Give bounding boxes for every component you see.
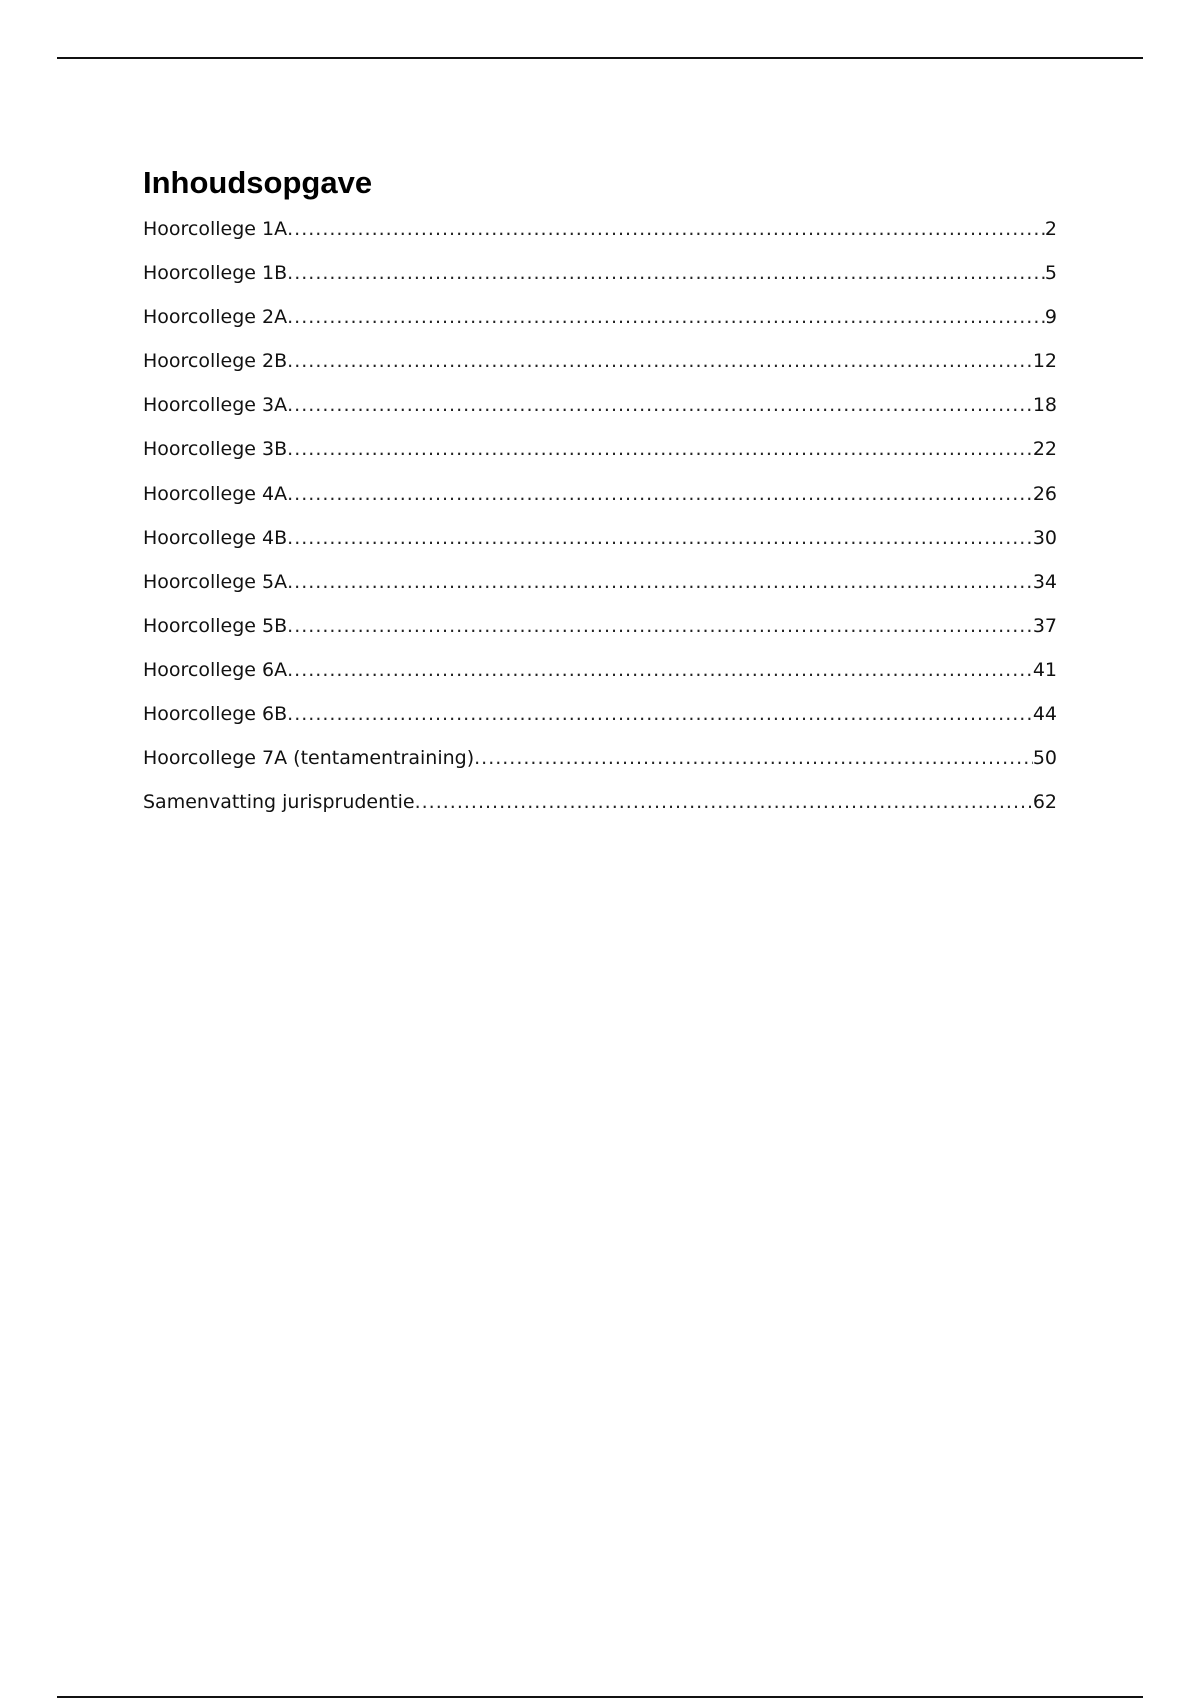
toc-entry-page: 41 <box>1032 658 1057 681</box>
toc-entry-page: 18 <box>1032 394 1057 417</box>
table-of-contents <box>143 163 1057 834</box>
toc-entry[interactable] <box>143 746 1057 790</box>
toc-entry-label: Hoorcollege 4A <box>143 482 288 505</box>
toc-entry-page: 34 <box>1032 570 1057 593</box>
toc-dot-leader <box>287 482 1033 506</box>
toc-dot-leader <box>287 305 1045 329</box>
toc-entry-label: Hoorcollege 1A <box>143 218 288 240</box>
footer-rule <box>57 1696 1143 1698</box>
toc-entry-label: Hoorcollege 6A <box>143 658 288 681</box>
toc-entry[interactable] <box>143 570 1057 614</box>
toc-dot-leader <box>287 217 1045 241</box>
toc-entry-label: Hoorcollege 3A <box>143 394 288 417</box>
toc-entry[interactable] <box>143 217 1057 261</box>
toc-entry[interactable] <box>143 437 1057 481</box>
toc-dot-leader <box>287 393 1033 417</box>
toc-entry[interactable] <box>143 526 1057 570</box>
toc-entry[interactable] <box>143 349 1057 393</box>
toc-entry-page: 9 <box>1044 306 1057 329</box>
toc-entry[interactable] <box>143 393 1057 437</box>
toc-entry-label: Hoorcollege 5A <box>143 570 288 593</box>
header-rule <box>57 57 1143 59</box>
toc-dot-leader <box>287 614 1033 638</box>
toc-entry-label: Hoorcollege 5B <box>143 614 288 637</box>
toc-entry-label: Hoorcollege 3B <box>143 438 288 461</box>
toc-entry[interactable] <box>143 614 1057 658</box>
toc-dot-leader <box>415 790 1033 814</box>
toc-dot-leader <box>287 702 1033 726</box>
toc-entry[interactable] <box>143 658 1057 702</box>
toc-entry[interactable] <box>143 482 1057 526</box>
toc-entry-label: Samenvatting jurisprudentie <box>143 791 415 814</box>
toc-entry-page: 30 <box>1032 526 1057 549</box>
toc-entry-page: 22 <box>1032 438 1057 461</box>
toc-dot-leader <box>287 349 1033 373</box>
toc-entry-label: Hoorcollege 2B <box>143 350 288 373</box>
toc-entry-label: Hoorcollege 2A <box>143 306 288 329</box>
toc-entry-page: 62 <box>1032 791 1057 814</box>
toc-title: Inhoudsopgave <box>143 165 373 200</box>
toc-entry[interactable] <box>143 702 1057 746</box>
toc-entry-page: 50 <box>1032 747 1057 770</box>
toc-entry-label: Hoorcollege 4B <box>143 526 288 549</box>
toc-dot-leader <box>287 526 1033 550</box>
toc-entry[interactable] <box>143 305 1057 349</box>
toc-entry-page: 44 <box>1032 703 1057 726</box>
toc-entry[interactable] <box>143 790 1057 834</box>
toc-list <box>143 217 1057 834</box>
toc-entry-page: 5 <box>1044 262 1057 285</box>
toc-dot-leader <box>287 261 1045 285</box>
toc-dot-leader <box>474 746 1033 770</box>
toc-dot-leader <box>287 437 1033 461</box>
toc-entry-page: 2 <box>1044 218 1057 240</box>
toc-entry-page: 37 <box>1032 614 1057 637</box>
toc-entry-page: 26 <box>1032 482 1057 505</box>
toc-entry-page: 12 <box>1032 350 1057 373</box>
toc-entry-label: Hoorcollege 7A (tentamentraining) <box>143 747 475 770</box>
toc-entry-label: Hoorcollege 6B <box>143 703 288 726</box>
toc-dot-leader <box>287 658 1033 682</box>
toc-entry[interactable] <box>143 261 1057 305</box>
toc-entry-label: Hoorcollege 1B <box>143 262 288 285</box>
toc-dot-leader <box>287 570 1033 594</box>
